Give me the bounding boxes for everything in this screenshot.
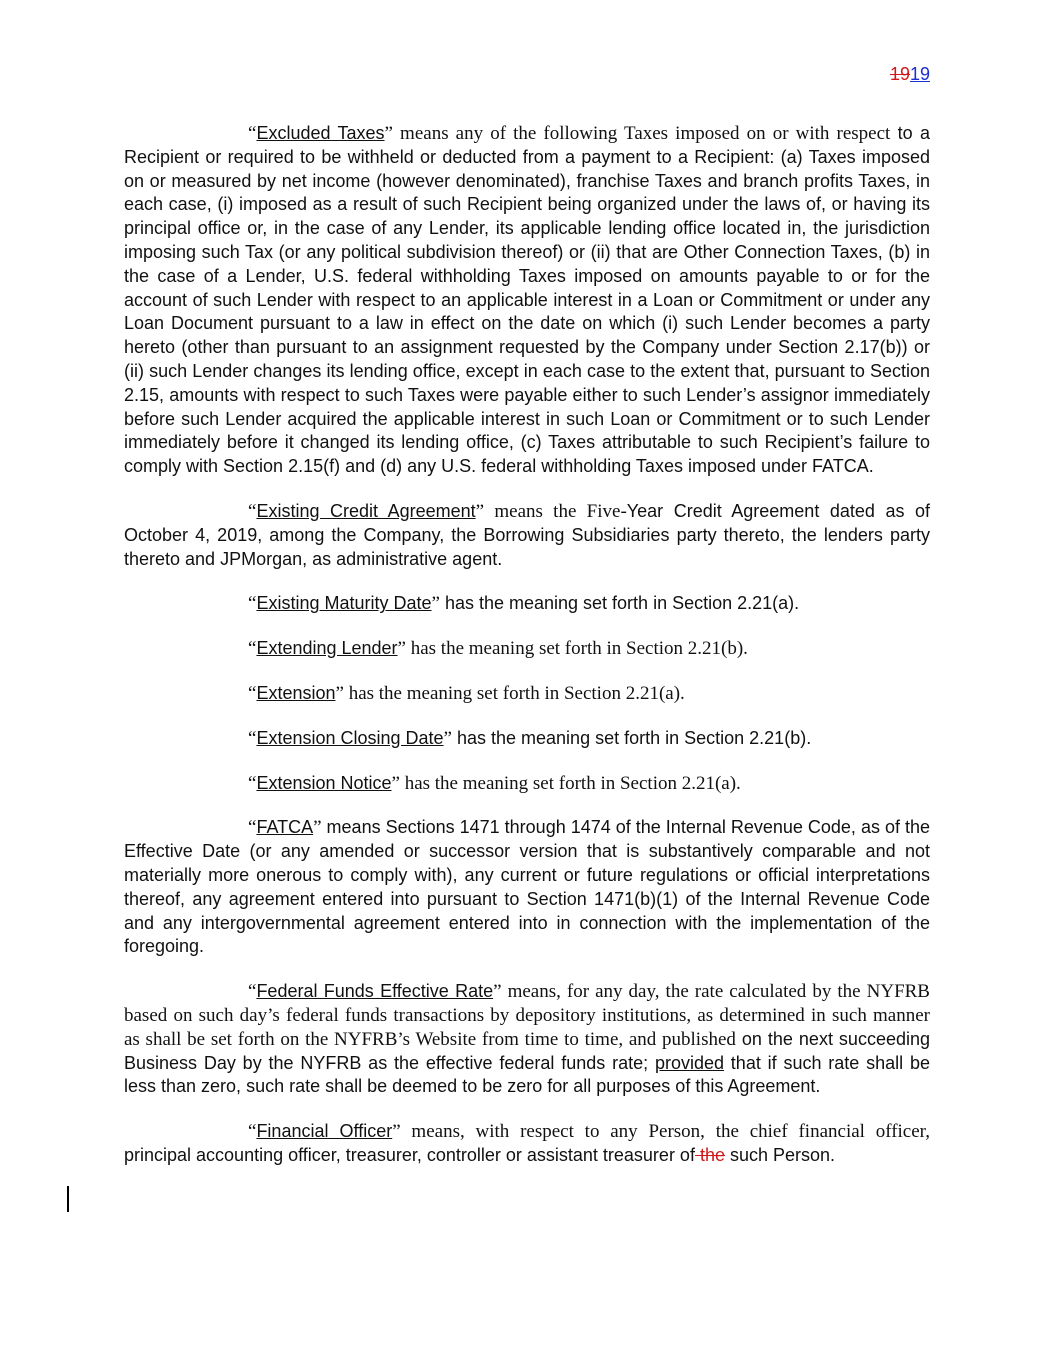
definition-extending-lender: “Extending Lender” has the meaning set forth in Section 2.21(b). [248, 638, 748, 660]
definition-extension-notice: “Extension Notice” has the meaning set forth in Section 2.21(a). [248, 772, 741, 794]
term-extension-closing-date: Extension Closing Date [256, 727, 444, 748]
definition-extension-closing-date: “Extension Closing Date” has the meaning set forth in Section 2.21(b). [248, 727, 812, 749]
page-number-deleted: 19 [889, 64, 910, 84]
definition-financial-officer: “Financial Officer” means, with respect to any Person, the chief financial officer, principal accounting officer, treasurer, controller or assistant treasurer of the such Person. [124, 1121, 930, 1165]
term-extension: Extension [256, 682, 336, 703]
term-fatca: FATCA [256, 817, 314, 838]
definition-excluded-taxes: “Excluded Taxes” means any of the following Taxes imposed on or with respect to a Recipient or required to be withheld or deducted from a payment to a Recipient: (a) Taxes imposed on or measured by net income (however denominated), franchise Taxes and branch profits Taxes, in each case, (i) imposed as a result of such Recipient being organized under the laws of, or having its principal office or, in the case of any Lender, its applicable lending office located in, the jurisdiction imposing such Tax (or any political subdivision thereof) or (ii) that are Other Connection Taxes, (b) in the case of a Lender, U.S. federal withholding Taxes imposed on amounts payable to or for the account of such Lender with respect to an applicable interest in a Loan or Commitment or under any Loan Document pursuant to a law in effect on the date on which (i) such Lender becomes a party hereto (other than pursuant to an assignment requested by the Company under Section 2.17(b)) or (ii) such Lender changes its lending office, except in each case to the extent that, pursuant to Section 2.15, amounts with respect to such Taxes were payable either to such Lender’s assignor immediately before such Lender acquired the applicable interest in such Loan or Commitment or to such Lender immediately before it changed its lending office, (c) Taxes attributable to such Recipient’s failure to comply with Section 2.15(f) and (d) any U.S. federal withholding Taxes imposed under FATCA. [124, 123, 930, 477]
definition-existing-credit-agreement: “Existing Credit Agreement” means the Five-Year Credit Agreement dated as of October 4, 2019, among the Company, the Borrowing Subsidiaries party thereto, the lenders party thereto and JPMorgan, as administrative agent. [124, 500, 931, 569]
provided-underlined: provided [654, 1052, 724, 1073]
term-extending-lender: Extending Lender [256, 638, 398, 659]
term-financial-officer: Financial Officer [256, 1121, 393, 1142]
definition-existing-maturity-date: “Existing Maturity Date” has the meaning set forth in Section 2.21(a). [248, 593, 800, 615]
term-existing-credit-agreement: Existing Credit Agreement [256, 500, 476, 521]
term-existing-maturity-date: Existing Maturity Date [256, 593, 432, 614]
revision-change-bar [67, 1186, 69, 1212]
term-federal-funds-effective-rate: Federal Funds Effective Rate [256, 981, 494, 1002]
definition-fatca: “FATCA” means Sections 1471 through 1474 of the Internal Revenue Code, as of the Effective Date (or any amended or successor version that is substantively comparable and not materially more onerous to comply with), any current or future regulations or official interpretations thereof, any agreement entered into pursuant to Section 1471(b)(1) of the Internal Revenue Code and any intergovernmental agreement entered into in connection with the implementation of the foregoing. [124, 817, 930, 957]
term-excluded-taxes: Excluded Taxes [256, 123, 385, 143]
page-number [890, 64, 930, 85]
term-extension-notice: Extension Notice [256, 772, 392, 793]
document-body [124, 122, 930, 1189]
deleted-text: the [694, 1144, 725, 1165]
definition-extension: “Extension” has the meaning set forth in Section 2.21(a). [248, 682, 685, 704]
definition-federal-funds-effective-rate: “Federal Funds Effective Rate” means, for any day, the rate calculated by the NYFRB based on such day’s federal funds transactions by depository institutions, as determined in such manner as shall be set forth on the NYFRB’s Website from time to time, and published on the next succeeding Business Day by the NYFRB as the effective federal funds rate; provided that if such rate shall be less than zero, such rate shall be deemed to be zero for all purposes of this Agreement. [124, 981, 931, 1097]
page-number-inserted: 19 [909, 64, 930, 84]
